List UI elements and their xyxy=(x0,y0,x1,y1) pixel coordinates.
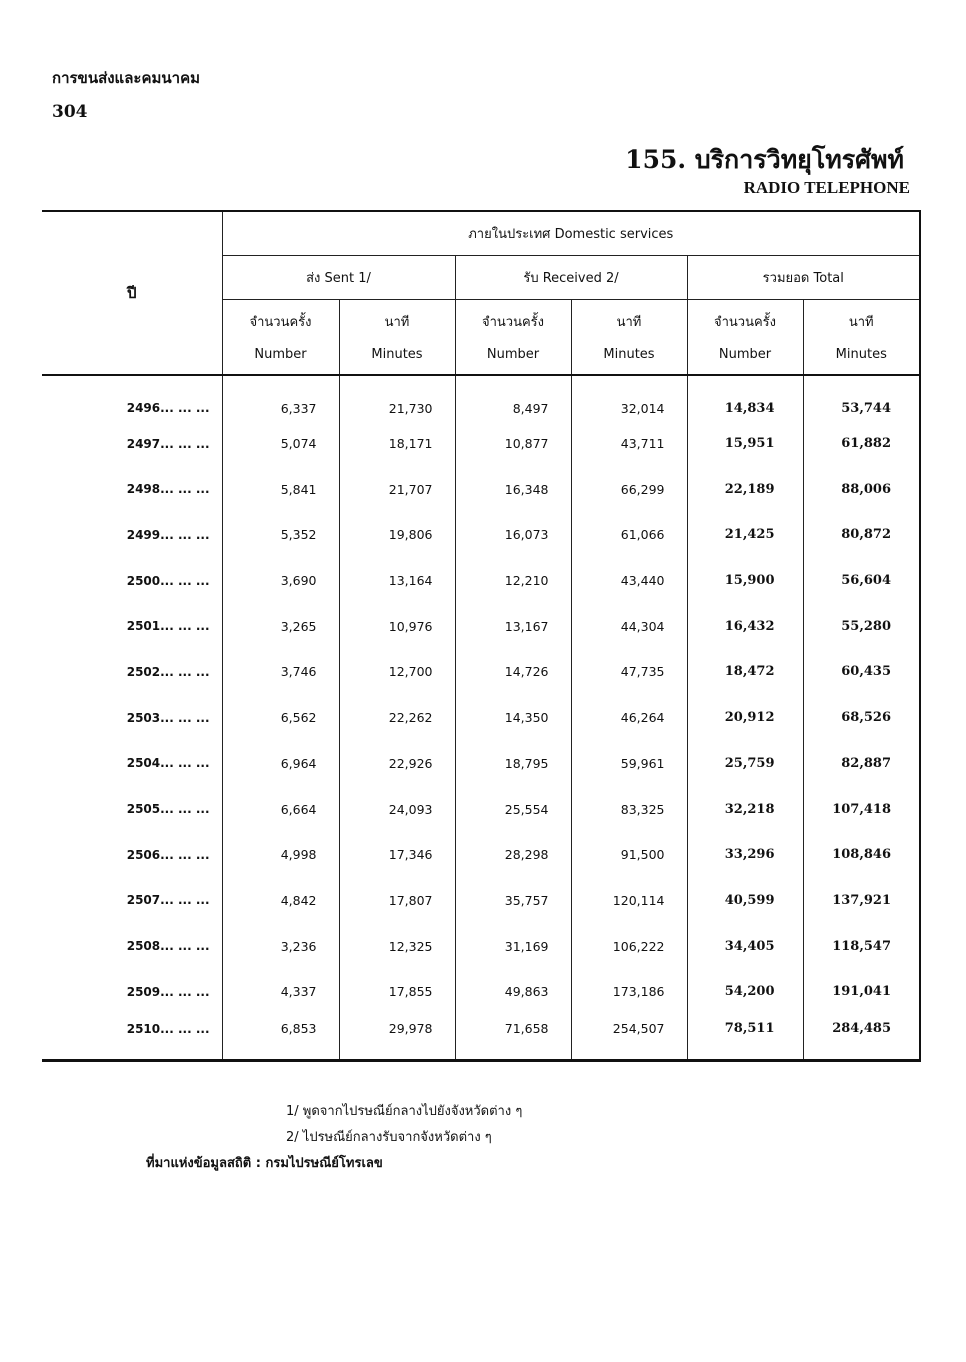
sub-label-en: Number xyxy=(254,347,307,363)
sent-minutes-cell: 21,730 xyxy=(339,375,455,421)
received-minutes-cell: 46,264 xyxy=(571,695,687,741)
sub-label-th: นาที xyxy=(848,315,874,331)
year-cell: 2509... ... ... xyxy=(126,984,210,999)
total-minutes-cell: 191,041 xyxy=(803,969,920,1015)
received-minutes-cell: 43,440 xyxy=(571,558,687,604)
received-number-cell: 10,877 xyxy=(455,421,571,467)
sent-minutes-cell: 17,346 xyxy=(339,832,455,878)
sent-minutes-cell: 22,262 xyxy=(339,695,455,741)
sent-number-cell: 3,265 xyxy=(222,603,339,649)
received-number-cell: 31,169 xyxy=(455,923,571,969)
sent-number-cell: 6,337 xyxy=(222,375,339,421)
total-minutes-cell: 60,435 xyxy=(803,649,920,695)
received-number-cell: 16,348 xyxy=(455,466,571,512)
received-minutes-cell: 59,961 xyxy=(571,741,687,787)
sub-label-th: จำนวนครั้ง xyxy=(249,315,312,331)
footnote-2: 2/ ไปรษณีย์กลางรับจากจังหวัดต่าง ๆ xyxy=(286,1130,492,1145)
total-number-cell: 32,218 xyxy=(687,786,803,832)
sub-label-th: จำนวนครั้ง xyxy=(713,315,777,331)
year-cell: 2498... ... ... xyxy=(126,482,210,497)
received-number-cell: 25,554 xyxy=(455,786,571,832)
total-number-cell: 16,432 xyxy=(687,603,803,649)
received-number-cell: 14,350 xyxy=(455,695,571,741)
total-number-cell: 33,296 xyxy=(687,832,803,878)
sub-label-en: Minutes xyxy=(371,347,423,363)
total-minutes-cell: 61,882 xyxy=(803,421,920,467)
total-number-cell: 54,200 xyxy=(687,969,803,1015)
received-minutes-cell: 120,114 xyxy=(571,878,687,924)
year-cell: 2502... ... ... xyxy=(126,664,210,679)
sent-minutes-cell: 18,171 xyxy=(339,421,455,467)
received-minutes-cell: 173,186 xyxy=(571,969,687,1015)
sub-label-th: นาที xyxy=(384,315,410,331)
total-number-cell: 14,834 xyxy=(687,375,803,421)
year-cell: 2503... ... ... xyxy=(126,710,210,725)
received-minutes-cell: 254,507 xyxy=(571,1015,687,1061)
total-number-cell: 18,472 xyxy=(687,649,803,695)
sent-minutes-cell: 10,976 xyxy=(339,603,455,649)
year-cell: 2508... ... ... xyxy=(126,939,210,954)
total-header: รวมยอด Total xyxy=(687,255,920,299)
sent-header: ส่ง Sent 1/ xyxy=(222,255,455,299)
year-cell: 2499... ... ... xyxy=(126,527,210,542)
sent-number-cell: 4,842 xyxy=(222,878,339,924)
year-cell: 2501... ... ... xyxy=(126,619,210,634)
received-minutes-cell: 32,014 xyxy=(571,375,687,421)
received-number-cell: 14,726 xyxy=(455,649,571,695)
total-minutes-cell: 118,547 xyxy=(803,923,920,969)
received-minutes-cell: 47,735 xyxy=(571,649,687,695)
received-minutes-header xyxy=(571,299,687,375)
table-row xyxy=(42,923,920,969)
total-minutes-cell: 108,846 xyxy=(803,832,920,878)
sub-label-en: Minutes xyxy=(603,347,655,363)
sent-minutes-cell: 17,807 xyxy=(339,878,455,924)
table-row xyxy=(42,649,920,695)
table-body xyxy=(42,375,920,1060)
total-minutes-cell: 107,418 xyxy=(803,786,920,832)
sent-number-cell: 5,841 xyxy=(222,466,339,512)
total-minutes-cell: 88,006 xyxy=(803,466,920,512)
sent-number-cell: 5,352 xyxy=(222,512,339,558)
total-number-header xyxy=(687,299,803,375)
table-row xyxy=(42,695,920,741)
year-cell: 2497... ... ... xyxy=(126,436,210,451)
sent-number-cell: 3,236 xyxy=(222,923,339,969)
received-number-cell: 16,073 xyxy=(455,512,571,558)
year-cell: 2507... ... ... xyxy=(126,893,210,908)
sub-label-th: จำนวนครั้ง xyxy=(481,315,545,331)
footnote-1: 1/ พูดจากไปรษณีย์กลางไปยังจังหวัดต่าง ๆ xyxy=(286,1104,523,1119)
received-minutes-cell: 43,711 xyxy=(571,421,687,467)
sent-number-cell: 6,853 xyxy=(222,1015,339,1061)
received-number-cell: 28,298 xyxy=(455,832,571,878)
page-number: 304 xyxy=(52,102,88,122)
sent-number-cell: 6,964 xyxy=(222,741,339,787)
table-row xyxy=(42,786,920,832)
received-number-cell: 71,658 xyxy=(455,1015,571,1061)
domestic-services-header: ภายในประเทศ Domestic services xyxy=(222,211,920,255)
sent-minutes-cell: 21,707 xyxy=(339,466,455,512)
table-row xyxy=(42,512,920,558)
year-cell: 2504... ... ... xyxy=(126,756,210,771)
received-minutes-cell: 66,299 xyxy=(571,466,687,512)
table-row xyxy=(42,375,920,421)
sent-minutes-cell: 17,855 xyxy=(339,969,455,1015)
sent-minutes-cell: 22,926 xyxy=(339,741,455,787)
sent-number-cell: 3,746 xyxy=(222,649,339,695)
table-row xyxy=(42,603,920,649)
received-minutes-cell: 106,222 xyxy=(571,923,687,969)
received-header: รับ Received 2/ xyxy=(455,255,687,299)
sent-minutes-cell: 24,093 xyxy=(339,786,455,832)
received-minutes-cell: 91,500 xyxy=(571,832,687,878)
table-title-english: RADIO TELEPHONE xyxy=(743,178,910,197)
sub-label-th: นาที xyxy=(616,315,642,331)
total-number-cell: 21,425 xyxy=(687,512,803,558)
year-cell: 2500... ... ... xyxy=(126,573,210,588)
table-row xyxy=(42,421,920,467)
sent-number-cell: 5,074 xyxy=(222,421,339,467)
year-cell: 2496... ... ... xyxy=(126,401,210,416)
total-number-cell: 40,599 xyxy=(687,878,803,924)
received-number-cell: 18,795 xyxy=(455,741,571,787)
total-number-cell: 15,951 xyxy=(687,421,803,467)
table-row xyxy=(42,832,920,878)
table-row xyxy=(42,466,920,512)
total-number-cell: 15,900 xyxy=(687,558,803,604)
sent-number-cell: 4,998 xyxy=(222,832,339,878)
sent-minutes-cell: 19,806 xyxy=(339,512,455,558)
sent-number-cell: 6,664 xyxy=(222,786,339,832)
total-minutes-cell: 56,604 xyxy=(803,558,920,604)
section-heading: การขนส่งและคมนาคม xyxy=(52,69,200,87)
received-number-cell: 49,863 xyxy=(455,969,571,1015)
year-header: ปี xyxy=(42,211,222,375)
table-row xyxy=(42,741,920,787)
received-number-cell: 12,210 xyxy=(455,558,571,604)
table-title-thai: 155. บริการวิทยุโทรศัพท์ xyxy=(625,145,904,174)
total-minutes-cell: 82,887 xyxy=(803,741,920,787)
total-number-cell: 25,759 xyxy=(687,741,803,787)
received-minutes-cell: 61,066 xyxy=(571,512,687,558)
sent-number-header xyxy=(222,299,339,375)
total-number-cell: 20,912 xyxy=(687,695,803,741)
total-minutes-cell: 284,485 xyxy=(803,1015,920,1061)
sent-number-cell: 6,562 xyxy=(222,695,339,741)
sent-number-cell: 3,690 xyxy=(222,558,339,604)
table-row xyxy=(42,1015,920,1061)
sent-minutes-cell: 29,978 xyxy=(339,1015,455,1061)
radio-telephone-table xyxy=(42,210,921,1062)
received-minutes-cell: 44,304 xyxy=(571,603,687,649)
sent-minutes-cell: 13,164 xyxy=(339,558,455,604)
year-cell: 2505... ... ... xyxy=(126,802,210,817)
sent-minutes-cell: 12,325 xyxy=(339,923,455,969)
total-number-cell: 34,405 xyxy=(687,923,803,969)
total-minutes-cell: 55,280 xyxy=(803,603,920,649)
total-minutes-cell: 53,744 xyxy=(803,375,920,421)
total-minutes-cell: 68,526 xyxy=(803,695,920,741)
total-number-cell: 22,189 xyxy=(687,466,803,512)
sub-label-en: Number xyxy=(718,347,772,363)
sub-label-en: Minutes xyxy=(835,347,887,363)
received-number-cell: 13,167 xyxy=(455,603,571,649)
total-minutes-header xyxy=(803,299,920,375)
received-number-cell: 35,757 xyxy=(455,878,571,924)
total-minutes-cell: 80,872 xyxy=(803,512,920,558)
sub-label-en: Number xyxy=(486,347,540,363)
received-number-header xyxy=(455,299,571,375)
table-row xyxy=(42,969,920,1015)
sent-number-cell: 4,337 xyxy=(222,969,339,1015)
data-source: ที่มาแห่งข้อมูลสถิติ : กรมไปรษณีย์โทรเลข xyxy=(146,1156,383,1171)
received-minutes-cell: 83,325 xyxy=(571,786,687,832)
table-row xyxy=(42,558,920,604)
received-number-cell: 8,497 xyxy=(455,375,571,421)
total-number-cell: 78,511 xyxy=(687,1015,803,1061)
sent-minutes-cell: 12,700 xyxy=(339,649,455,695)
sent-minutes-header xyxy=(339,299,455,375)
total-minutes-cell: 137,921 xyxy=(803,878,920,924)
table-row xyxy=(42,878,920,924)
year-cell: 2510... ... ... xyxy=(42,1015,222,1061)
year-cell: 2506... ... ... xyxy=(126,847,210,862)
